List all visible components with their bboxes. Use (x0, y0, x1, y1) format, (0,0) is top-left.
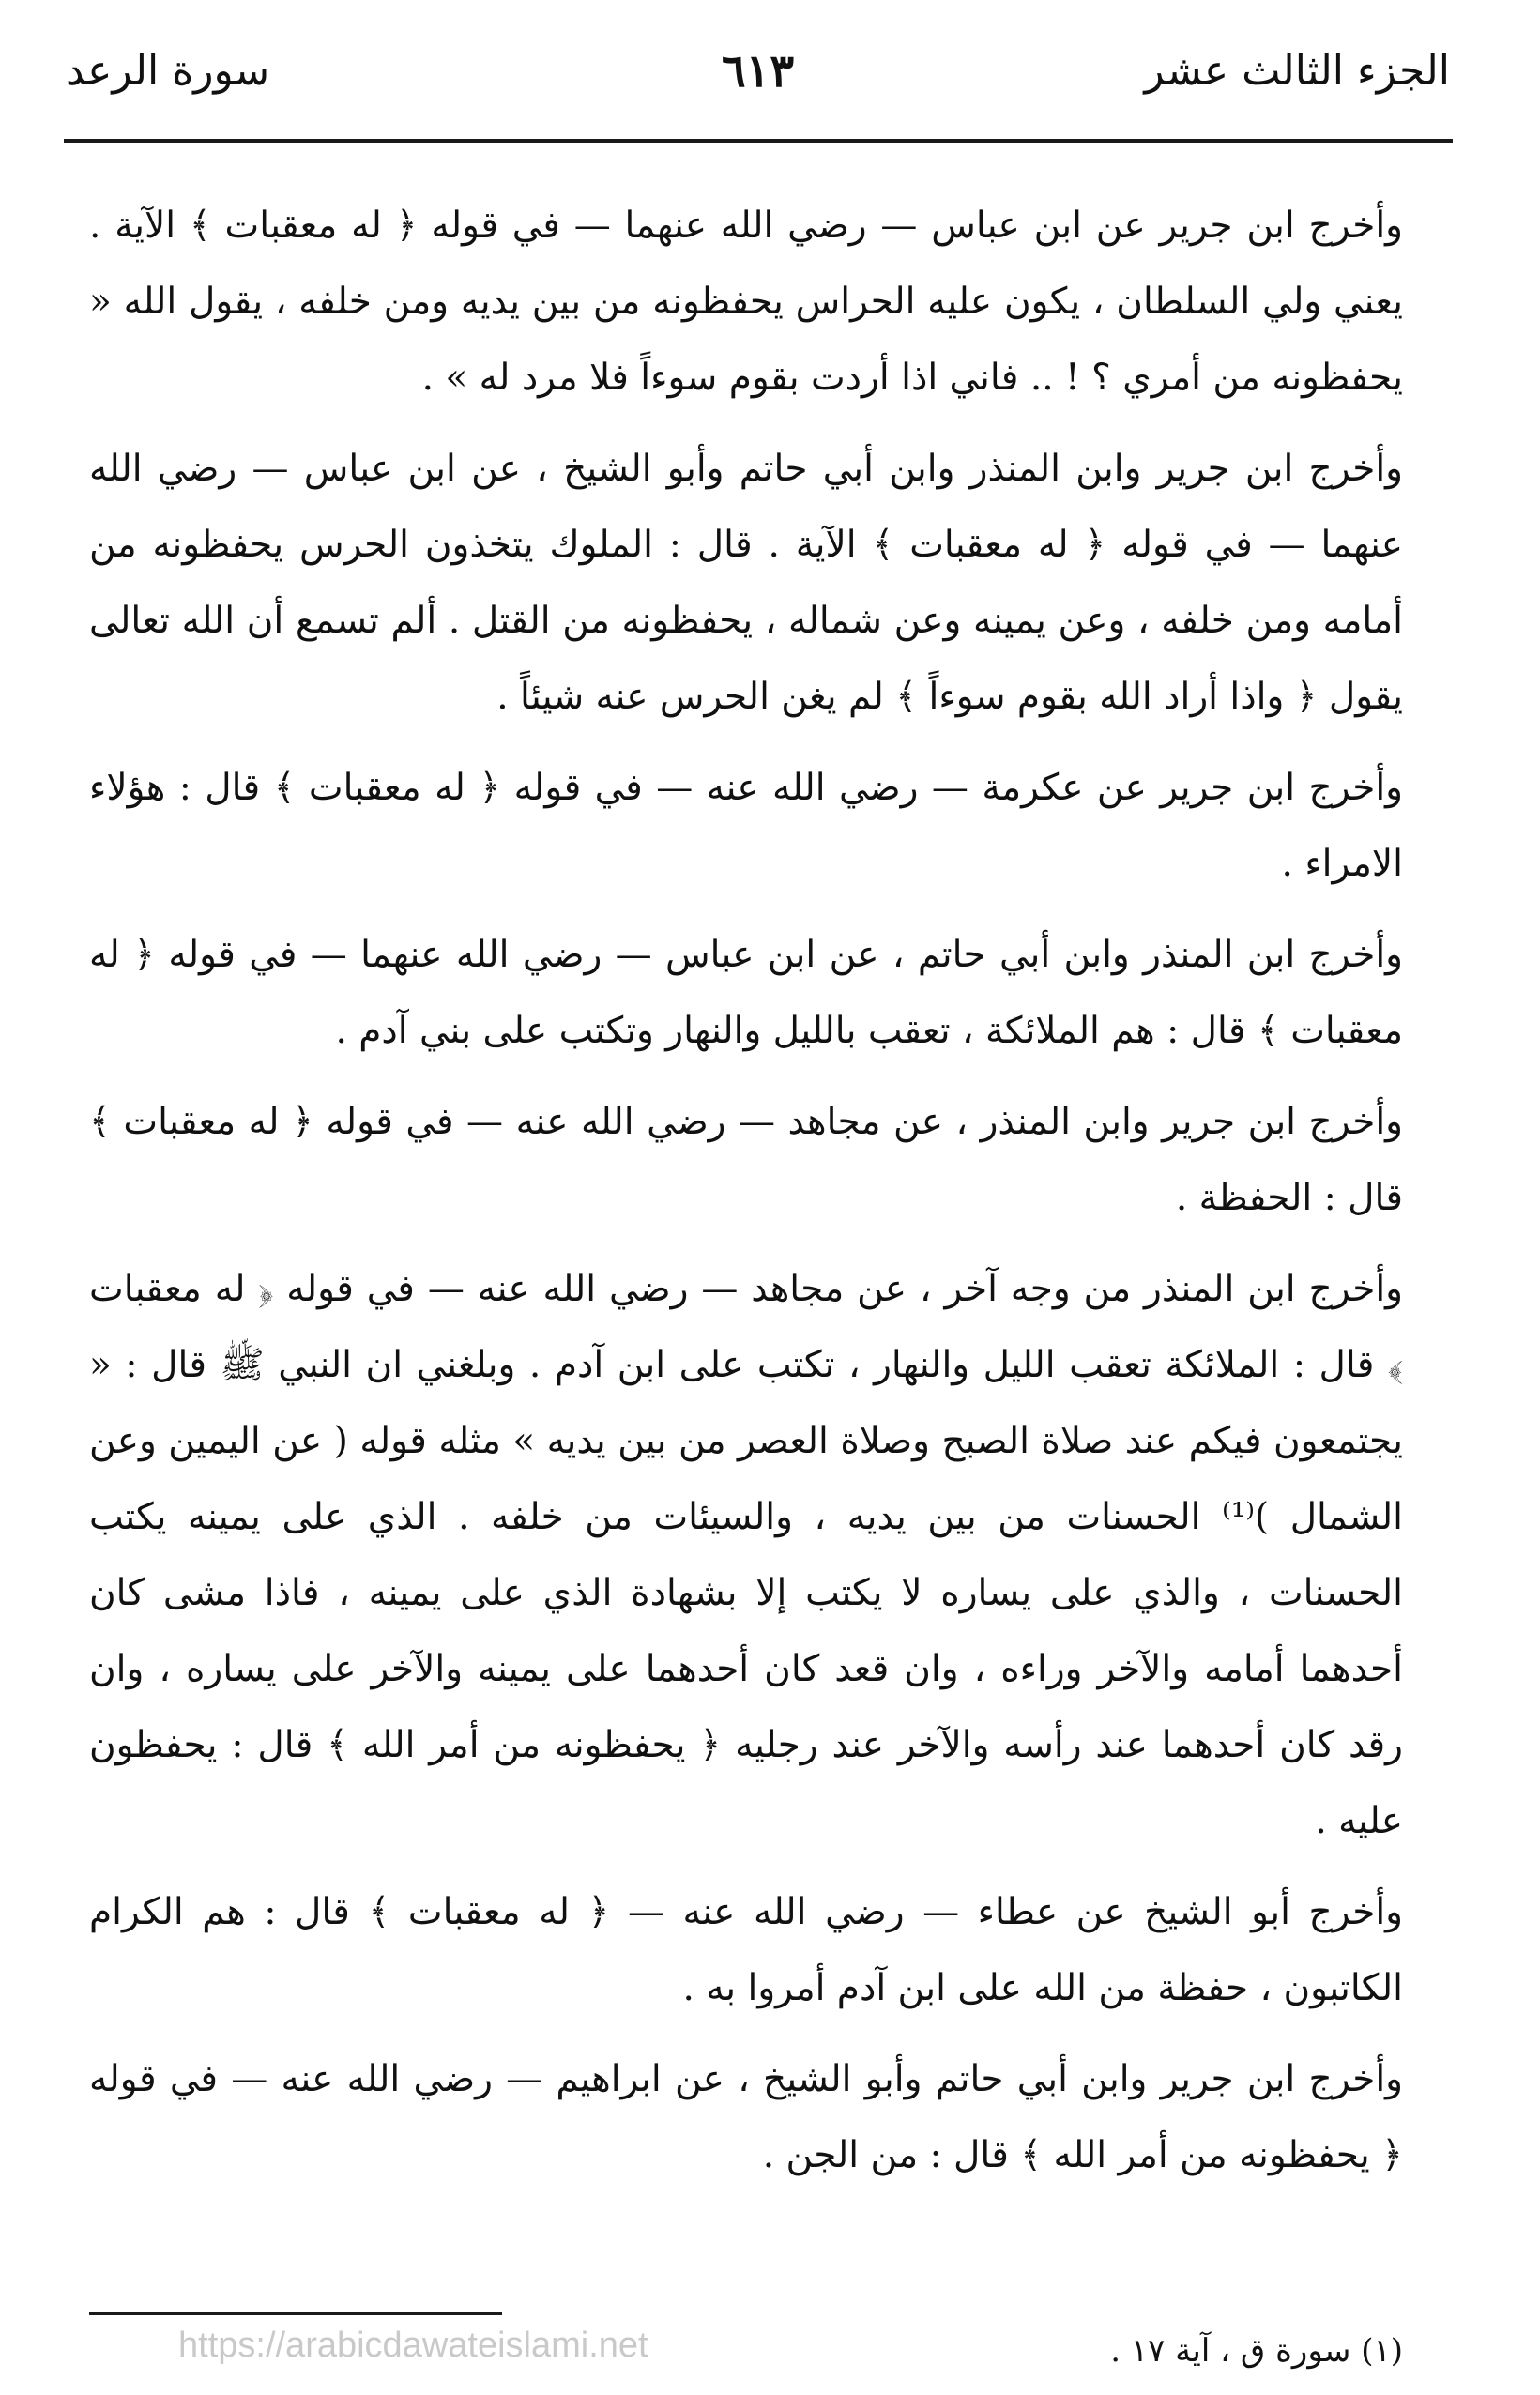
watermark-url: https://arabicdawateislami.net (178, 2326, 648, 2365)
paragraph: وأخرج ابن جرير وابن المنذر وابن أبي حاتم وأبو الشيخ ، عن ابن عباس — رضي الله عنهما — في قوله ﴿ له معقبات ﴾ الآية . قال : الملوك يتخذون الحرس يحفظونه من أمامه ومن خلفه ، وعن يمينه وعن شماله ، يحفظونه من القتل . ألم تسمع أن الله تعالى يقول ﴿ واذا أراد الله بقوم سوءاً ﴾ لم يغن الحرس عنه شيئاً . (89, 448, 1403, 718)
paragraph: وأخرج ابن جرير وابن أبي حاتم وأبو الشيخ ، عن ابراهيم — رضي الله عنه — في قوله ﴿ يحفظونه من أمر الله ﴾ قال : من الجن . (89, 2058, 1403, 2176)
paragraph: وأخرج أبو الشيخ عن عطاء — رضي الله عنه — ﴿ له معقبات ﴾ قال : هم الكرام الكاتبون ، حفظة من الله على ابن آدم أمروا به . (89, 1891, 1403, 2009)
paragraph: وأخرج ابن جرير وابن المنذر ، عن مجاهد — رضي الله عنه — في قوله ﴿ له معقبات ﴾ قال : الحفظة . (89, 1101, 1403, 1219)
page-number: ٦١٣ (721, 45, 795, 98)
page-header (66, 38, 1450, 108)
paragraph: وأخرج ابن المنذر من وجه آخر ، عن مجاهد — رضي الله عنه — في قوله ﴿ له معقبات ﴾ قال : الملائكة تعقب الليل والنهار ، تكتب على ابن آدم . وبلغني ان النبي ﷺ قال : « يجتمعون فيكم عند صلاة الصبح وصلاة العصر من بين يديه » مثله قوله ( عن اليمين وعن الشمال )⁽¹⁾ الحسنات من بين يديه ، والسيئات من خلفه . الذي على يمينه يكتب الحسنات ، والذي على يساره لا يكتب إلا بشهادة الذي على يمينه ، فاذا مشى كان أحدهما أمامه والآخر وراءه ، وان قعد كان أحدهما على يمينه والآخر على يساره ، وان رقد كان أحدهما عند رأسه والآخر عند رجليه ﴿ يحفظونه من أمر الله ﴾ قال : يحفظون عليه . (89, 1268, 1403, 1842)
juz-title: الجزء الثالث عشر (1144, 47, 1450, 95)
paragraph: وأخرج ابن المنذر وابن أبي حاتم ، عن ابن عباس — رضي الله عنهما — في قوله ﴿ له معقبات ﴾ قال : هم الملائكة ، تعقب بالليل والنهار وتكتب على بني آدم . (89, 934, 1403, 1052)
paragraph: وأخرج ابن جرير عن ابن عباس — رضي الله عنهما — في قوله ﴿ له معقبات ﴾ الآية . يعني ولي السلطان ، يكون عليه الحراس يحفظونه من بين يديه ومن خلفه ، يقول الله « يحفظونه من أمري ؟ ! .. فاني اذا أردت بقوم سوءاً فلا مرد له » . (89, 205, 1403, 399)
header-divider (64, 139, 1453, 143)
footnote: (١) سورة ق ، آية ١٧ . (1110, 2332, 1403, 2370)
footnote-divider (89, 2312, 502, 2315)
surah-title: سورة الرعد (66, 47, 270, 95)
paragraph: وأخرج ابن جرير عن عكرمة — رضي الله عنه — في قوله ﴿ له معقبات ﴾ قال : هؤلاء الامراء . (89, 767, 1403, 885)
page-body (89, 188, 1403, 2208)
